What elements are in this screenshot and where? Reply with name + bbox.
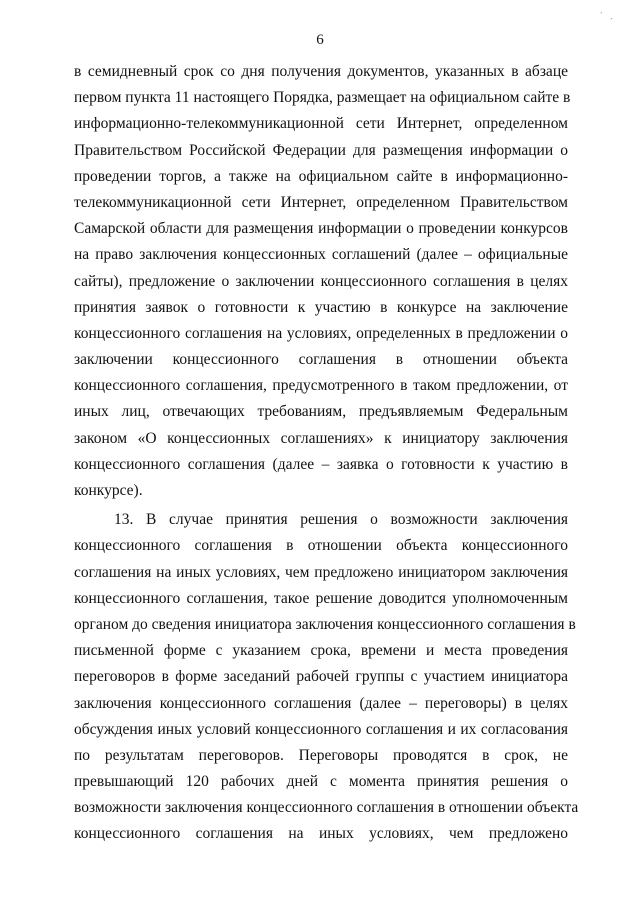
text-line: проведении торгов, а также на официальном сайте в информационно- [74, 167, 568, 185]
text-line: заключения концессионного соглашения (далее – переговоры) в целях [74, 694, 568, 712]
text-line: переговоров в форме заседаний рабочей группы с участием инициатора [74, 668, 568, 686]
text-line: на право заключения концессионных соглашений (далее – официальные [74, 246, 568, 264]
text-line: заключении концессионного соглашения в отношении объекта [74, 351, 568, 369]
text-line: соглашения на иных условиях, чем предложено инициатором заключения [74, 563, 568, 581]
text-line: по результатам переговоров. Переговоры проводятся в срок, не [74, 746, 568, 764]
text-line: законом «О концессионных соглашениях» к инициатору заключения [74, 429, 568, 447]
text-line: информационно-телекоммуникационной сети Интернет, определенном [74, 115, 568, 133]
text-line: сайты), предложение о заключении концессионного соглашения в целях [74, 272, 568, 290]
text-line: конкурсе). [74, 482, 143, 499]
scan-mark: ˋ [600, 11, 603, 20]
text-line: принятия заявок о готовности к участию в конкурсе на заключение [74, 298, 568, 316]
text-line: возможности заключения концессионного соглашения в отношении объекта [74, 799, 579, 817]
text-line: органом до сведения инициатора заключения концессионного соглашения в [74, 615, 576, 633]
text-line: Правительством Российской Федерации для размещения информации о [74, 141, 568, 159]
text-line: концессионного соглашения, такое решение доводится уполномоченным [74, 589, 568, 607]
text-line: первом пункта 11 настоящего Порядка, размещает на официальном сайте в [74, 89, 571, 107]
text-line: концессионного соглашения на условиях, определенных в предложении о [74, 324, 568, 342]
text-line: концессионного соглашения на иных условиях, чем предложено [74, 825, 568, 843]
text-line: в семидневный срок со дня получения документов, указанных в абзаце [74, 63, 568, 80]
text-line: концессионного соглашения, предусмотренного в таком предложении, от [74, 377, 568, 395]
text-line: иных лиц, отвечающих требованиям, предъявляемым Федеральным [74, 403, 568, 421]
document-body [74, 59, 579, 848]
scan-mark: ˊ [610, 17, 613, 26]
text-line: телекоммуникационной сети Интернет, определенном Правительством [74, 193, 568, 211]
page-number: 6 [316, 32, 324, 48]
text-line: превышающий 120 рабочих дней с момента принятия решения о [74, 773, 568, 791]
paragraph-13 [74, 507, 579, 847]
text-line: обсуждения иных условий концессионного соглашения и их согласования [74, 720, 568, 738]
text-line: Самарской области для размещения информации о проведении конкурсов [74, 220, 568, 238]
text-line: концессионного соглашения (далее – заявка о готовности к участию в [74, 455, 568, 473]
paragraph-12-continued [74, 59, 571, 504]
text-line: концессионного соглашения в отношении объекта концессионного [74, 537, 568, 555]
text-line: письменной форме с указанием срока, времени и места проведения [74, 642, 568, 660]
text-line: 13. В случае принятия решения о возможности заключения [114, 511, 568, 529]
